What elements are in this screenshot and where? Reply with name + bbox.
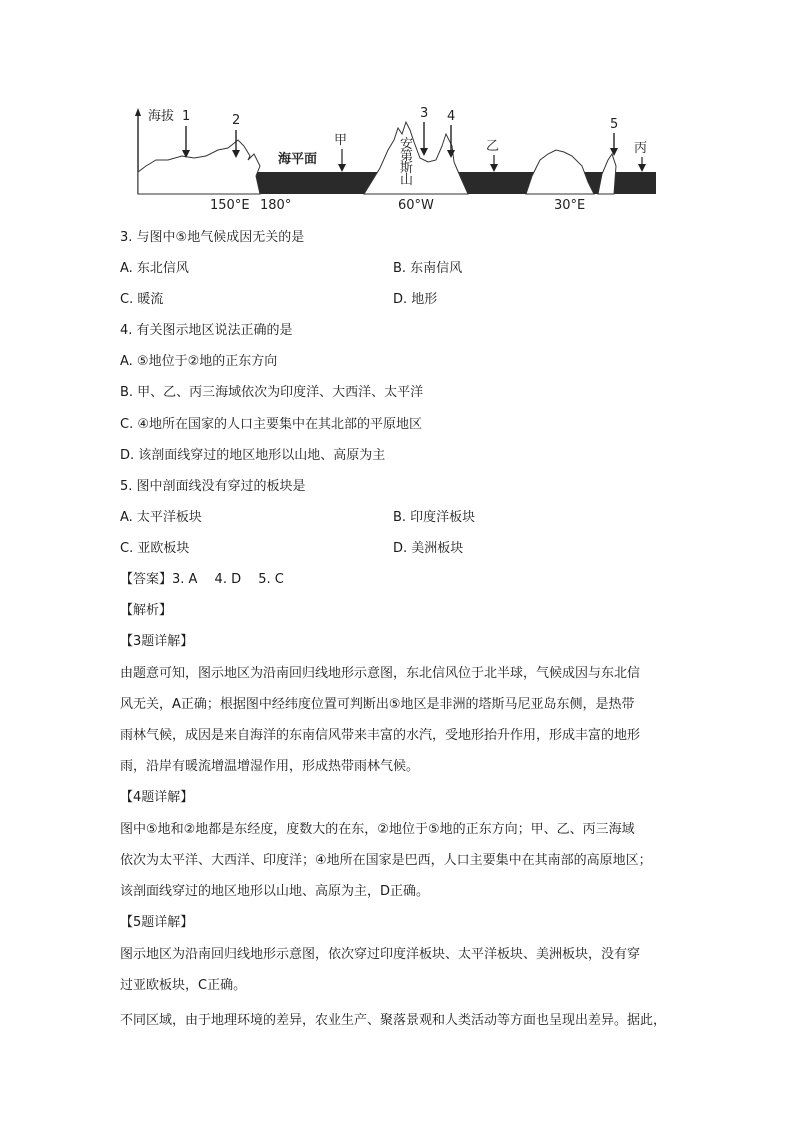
longitude-60w: 60°W	[398, 198, 434, 213]
ocean-jia-label: 甲	[334, 133, 348, 148]
explanation-3-line: 雨，沿岸有暖流增温增湿作用，形成热带雨林气候。	[120, 759, 420, 774]
andes-label-1: 安	[400, 137, 414, 152]
africa-landmass	[526, 150, 594, 194]
question-3-option-b: B. 东南信风	[393, 261, 463, 276]
explanation-3-title: 【3题详解】	[120, 634, 194, 649]
ocean-yi-label: 乙	[486, 139, 500, 154]
ocean-bing-arrow-icon	[638, 164, 646, 172]
andes-label-3: 斯	[400, 161, 414, 176]
question-5-stem: 5. 图中剖面线没有穿过的板块是	[120, 479, 306, 494]
question-3-option-d: D. 地形	[393, 292, 438, 307]
sea-level-label: 海平面	[278, 152, 318, 167]
answer-line: 【答案】3. A 4. D 5. C	[120, 572, 284, 587]
explanation-3-line: 雨林气候，成因是来自海洋的东南信风带来丰富的水汽，受地形抬升作用，形成丰富的地形	[120, 728, 641, 743]
question-3-option-c: C. 暖流	[120, 292, 164, 307]
longitude-30e: 30°E	[554, 198, 586, 213]
explanation-4-title: 【4题详解】	[120, 790, 194, 805]
andes-label-4: 山	[400, 173, 414, 188]
point-3-label: 3	[420, 106, 429, 121]
point-4-label: 4	[447, 109, 456, 124]
ocean-yi-arrow-icon	[490, 164, 498, 172]
explanation-4-line: 依次为太平洋、大西洋、印度洋；④地所在国家是巴西，人口主要集中在其南部的高原地区；	[120, 853, 652, 868]
point-3-arrow-icon	[420, 148, 428, 156]
question-5-option-c: C. 亚欧板块	[120, 541, 190, 556]
ocean-jia-arrow-icon	[338, 164, 346, 172]
question-5-option-a: A. 太平洋板块	[120, 510, 202, 525]
closing-paragraph: 不同区域，由于地理环境的差异，农业生产、聚落景观和人类活动等方面也呈现出差异。据此，	[120, 1013, 667, 1028]
point-5-label: 5	[610, 117, 619, 132]
y-axis-arrow-icon	[135, 108, 141, 116]
explanation-5-line: 过亚欧板块，C正确。	[120, 978, 247, 993]
explanation-5-body	[120, 939, 680, 1001]
question-5-option-b: B. 印度洋板块	[393, 510, 476, 525]
longitude-150e: 150°E	[210, 198, 250, 213]
south-america-landmass	[364, 122, 468, 194]
explanation-4-line: 图中⑤地和②地都是东经度，度数大的在东，②地位于⑤地的正东方向；甲、乙、丙三海域	[120, 822, 635, 837]
point-2-label: 2	[232, 113, 241, 128]
explanation-4-body	[120, 814, 680, 907]
ocean-bing-label: 丙	[634, 141, 648, 156]
y-axis-label: 海拔	[148, 109, 175, 124]
longitude-180: 180°	[260, 198, 292, 213]
point-1-label: 1	[182, 109, 191, 124]
explanation-3-line: 风无关，A正确；根据图中经纬度位置可判断出⑤地区是非洲的塔斯马尼亚岛东侧，是热带	[120, 697, 635, 712]
explanation-4-line: 该剖面线穿过的地区地形以山地、高原为主，D正确。	[120, 884, 430, 899]
question-3-stem: 3. 与图中⑤地气候成因无关的是	[120, 230, 305, 245]
explanation-5-line: 图示地区为沿南回归线地形示意图，依次穿过印度洋板块、太平洋板块、美洲板块，没有穿	[120, 947, 641, 962]
question-4-option-c: C. ④地所在国家的人口主要集中在其北部的平原地区	[120, 417, 422, 432]
andes-label-2: 第	[400, 149, 414, 164]
explanation-3-body	[120, 658, 680, 782]
question-5-option-d: D. 美洲板块	[393, 541, 464, 556]
terrain-profile-figure	[132, 100, 660, 218]
explanation-3-line: 由题意可知，图示地区为沿南回归线地形示意图，东北信风位于北半球，气候成因与东北信	[120, 666, 641, 681]
question-4-stem: 4. 有关图示地区说法正确的是	[120, 323, 293, 338]
analysis-title: 【解析】	[120, 603, 173, 618]
australia-landmass	[138, 140, 260, 194]
question-4-option-d: D. 该剖面线穿过的地区地形以山地、高原为主	[120, 448, 386, 463]
question-4-option-a: A. ⑤地位于②地的正东方向	[120, 354, 278, 369]
explanation-5-title: 【5题详解】	[120, 915, 194, 930]
terrain-profile-svg	[132, 100, 660, 218]
question-3-option-a: A. 东北信风	[120, 261, 189, 276]
question-4-option-b: B. 甲、乙、丙三海域依次为印度洋、大西洋、太平洋	[120, 385, 424, 400]
